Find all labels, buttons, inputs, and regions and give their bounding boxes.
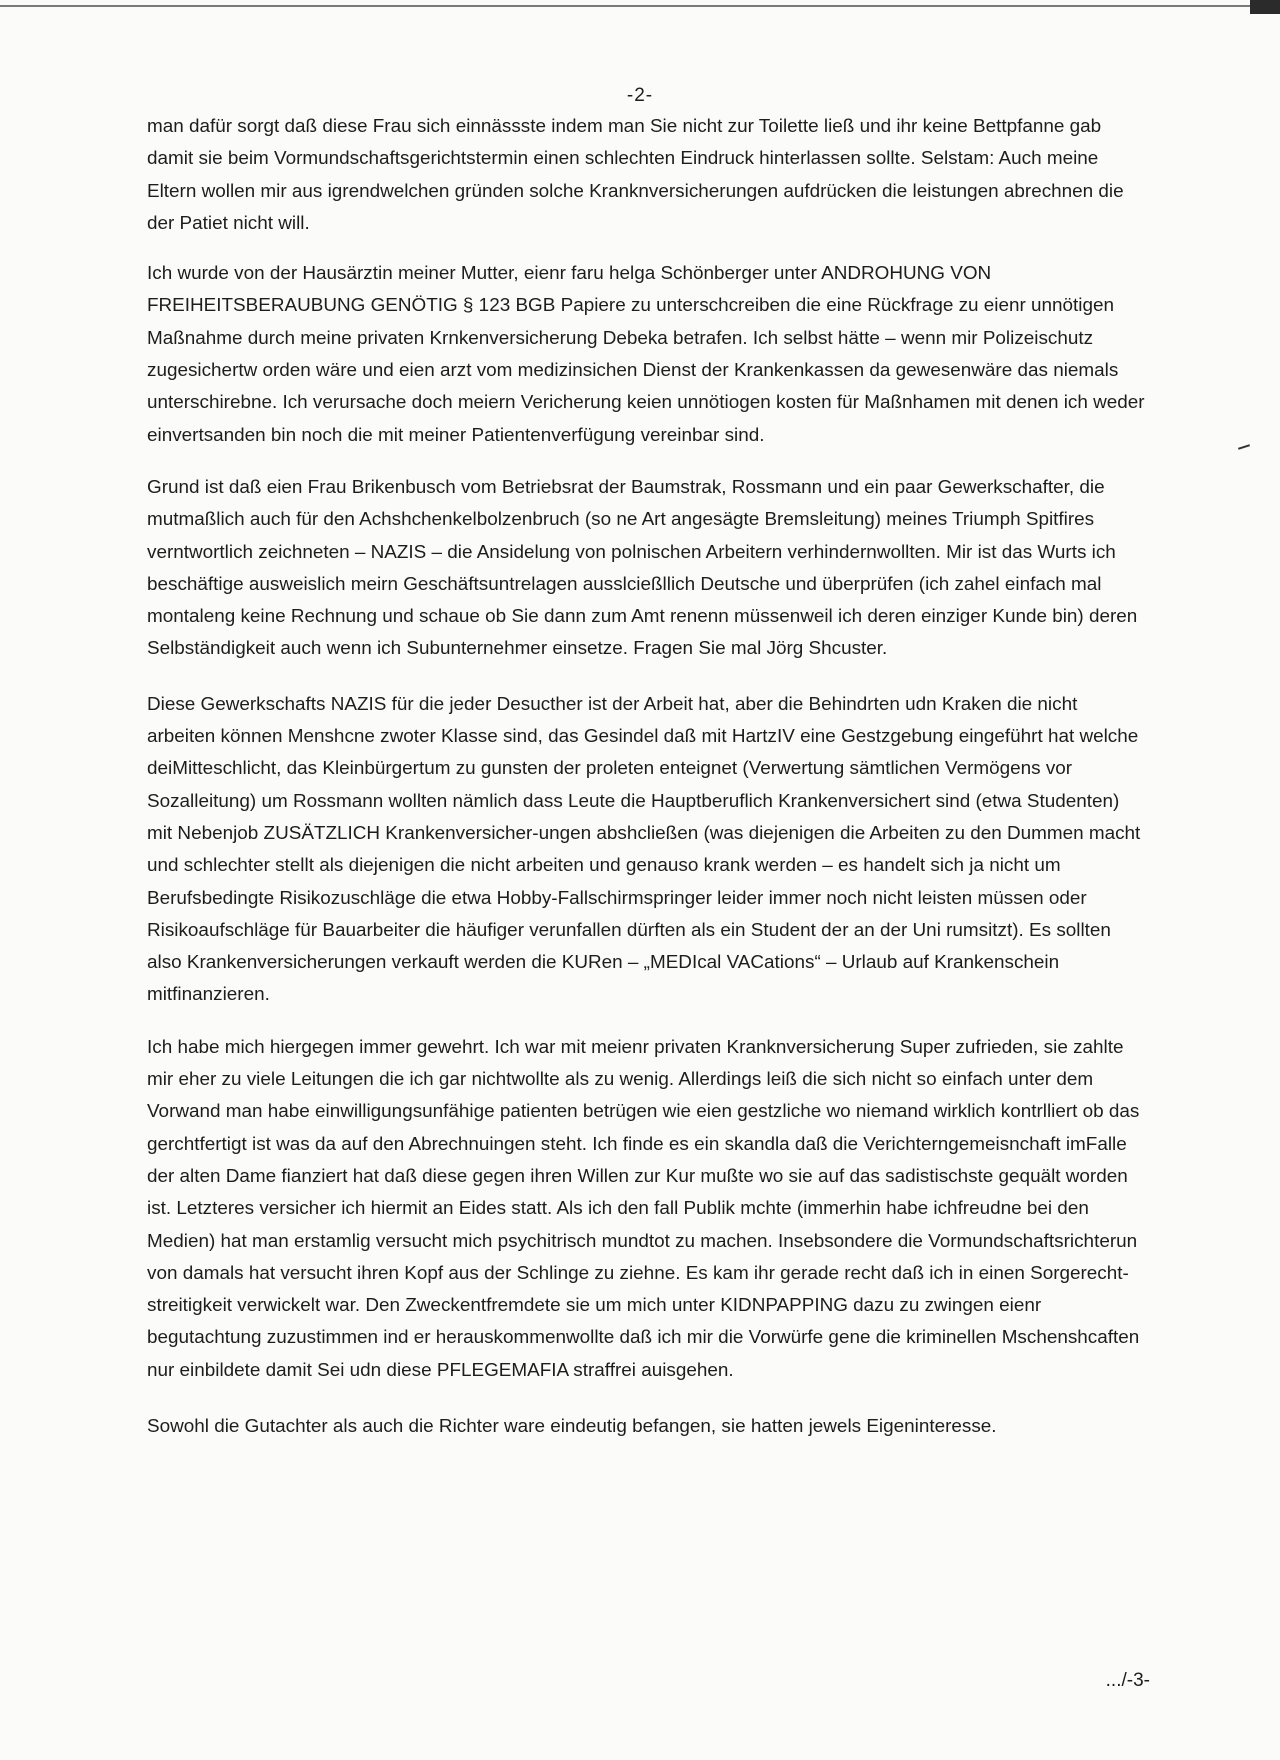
paragraph-4: Diese Gewerkschafts NAZIS für die jeder Desucther ist der Arbeit hat, aber die Behindrten udn Kraken die nicht arbeiten können Menshcne zwoter Klasse sind, das Gesindel daß mit HartzIV eine Gestzgebung eingeführt hat welche deiMitteschlicht, das Kleinbürgertum zu gunsten der proleten enteignet (Verwertung sämtlichen Vermögens vor Sozalleitung) um Rossmann wollten nämlich dass Leute die Hauptberuflich Krankenversichert sind (etwa Studenten) mit Nebenjob ZUSÄTZLICH Krankenversicher-ungen abshcließen (was diejenigen die Arbeiten zu den Dummen macht und schlechter stellt als diejenigen die nicht arbeiten und genauso krank werden – es handelt sich ja nicht um Berufsbedingte Risikozuschläge die etwa Hobby-Fallschirmspringer leider immer noch nicht leisten müssen oder Risikoaufschläge für Bauarbeiter die häufiger verunfallen dürften als ein Student der an der Uni rumsitzt). Es sollten also Krankenversicherungen verkauft werden die KURen – „MEDIcal VACations“ – Urlaub auf Krankenschein mitfinanzieren. xyxy=(147,693,1141,1006)
paragraph-3: Grund ist daß eien Frau Brikenbusch vom Betriebsrat der Baumstrak, Rossmann und ein paar Gewerkschafter, die mutmaßlich auch für den Achshchenkelbolzenbruch (so ne Art angesägte Bremsleitung) meines Triumph Spitfires verntwortlich zeichneten – NAZIS – die Ansidelung von polnischen Arbeitern verhindernwollten. Mir ist das Wurts ich beschäftige ausweislich meirn Geschäftsuntrelagen ausslcießllich Deutsche und überprüfen (ich zahel einfach mal montaleng keine Rechnung und schaue ob Sie dann zum Amt renenn müssenweil ich deren einziger Kunde bin) deren Selbständigkeit auch wenn ich Subunternehmer einsetze. Fragen Sie mal Jörg Shcuster. xyxy=(147,476,1138,660)
paragraph-6: Sowohl die Gutachter als auch die Richter ware eindeutig befangen, sie hatten jewels Eigeninteresse. xyxy=(147,1415,997,1437)
continuation-marker: .../-3- xyxy=(1105,1670,1150,1691)
letter-body xyxy=(147,111,1147,1443)
paragraph-2: Ich wurde von der Hausärztin meiner Mutter, eienr faru helga Schönberger unter ANDROHUNG VON FREIHEITSBERAUBUNG GENÖTIG § 123 BGB Papiere zu unterschcreiben die eine Rückfrage zu eienr unnötigen Maßnahme durch meine privaten Krnkenversicherung Debeka betrafen. Ich selbst hätte – wenn mir Polizeischutz zugesichertw orden wäre und eien arzt vom medizinsichen Dienst der Krankenkassen da gewesenwäre das niemals unterschirebne. Ich verursache doch meiern Vericherung keien unnötiogen kosten für Maßnhamen mit denen ich weder einvertsanden bin noch die mit meiner Patientenverfügung vereinbar sind. xyxy=(147,263,1145,446)
paragraph-5: Ich habe mich hiergegen immer gewehrt. Ich war mit meienr privaten Kranknversicherung Super zufrieden, sie zahlte mir eher zu viele Leitungen die ich gar nichtwollte als zu wenig. Allerdings leiß die sich nicht so einfach unter dem Vorwand man habe einwilligungsunfähige patienten betrügen wie eien gestzliche wo niemand wirklich kontrlliert ob das gerchtfertigt ist was da auf den Abrechnuingen steht. Ich finde es ein skandla daß die Verichterngemeisnchaft imFalle der alten Dame fianziert hat daß diese gegen ihren Willen zur Kur mußte wo sie auf das sadistischste gequält worden ist. Letzteres versicher ich hiermit an Eides statt. Als ich den fall Publik mchte (immerhin habe ichfreudne bei den Medien) hat man erstamlig versucht mich psychitrisch mundtot zu machen. Insebsondere die Vormundschaftsrichterun von damals hat versucht ihren Kopf aus der Schlinge zu ziehne. Es kam ihr gerade recht daß ich in einen Sorgerecht-streitigkeit verwickelt war. Den Zweckentfremdete sie um mich unter KIDNPAPPING dazu zu zwingen eienr begutachtung zuzustimmen ind er herauskommenwollte daß ich mir die Vorwürfe gene die kriminellen Mschenshcaften nur einbildete damit Sei udn diese PFLEGEMAFIA straffrei auisgehen. xyxy=(147,1036,1140,1381)
scan-corner-mark xyxy=(1250,0,1280,14)
margin-pen-mark xyxy=(1238,444,1250,450)
paragraph-1: man dafür sorgt daß diese Frau sich einnässste indem man Sie nicht zur Toilette ließ und ihr keine Bettpfanne gab damit sie beim Vormundschaftsgerichtstermin einen schlechten Eindruck hinterlassen sollte. Selstam: Auch meine Eltern wollen mir aus igrendwelchen gründen solche Kranknversicherungen aufdrücken die leistungen abrechnen die der Patiet nicht will. xyxy=(147,116,1124,234)
scan-top-edge-line xyxy=(0,5,1280,7)
page-number: -2- xyxy=(626,85,654,106)
